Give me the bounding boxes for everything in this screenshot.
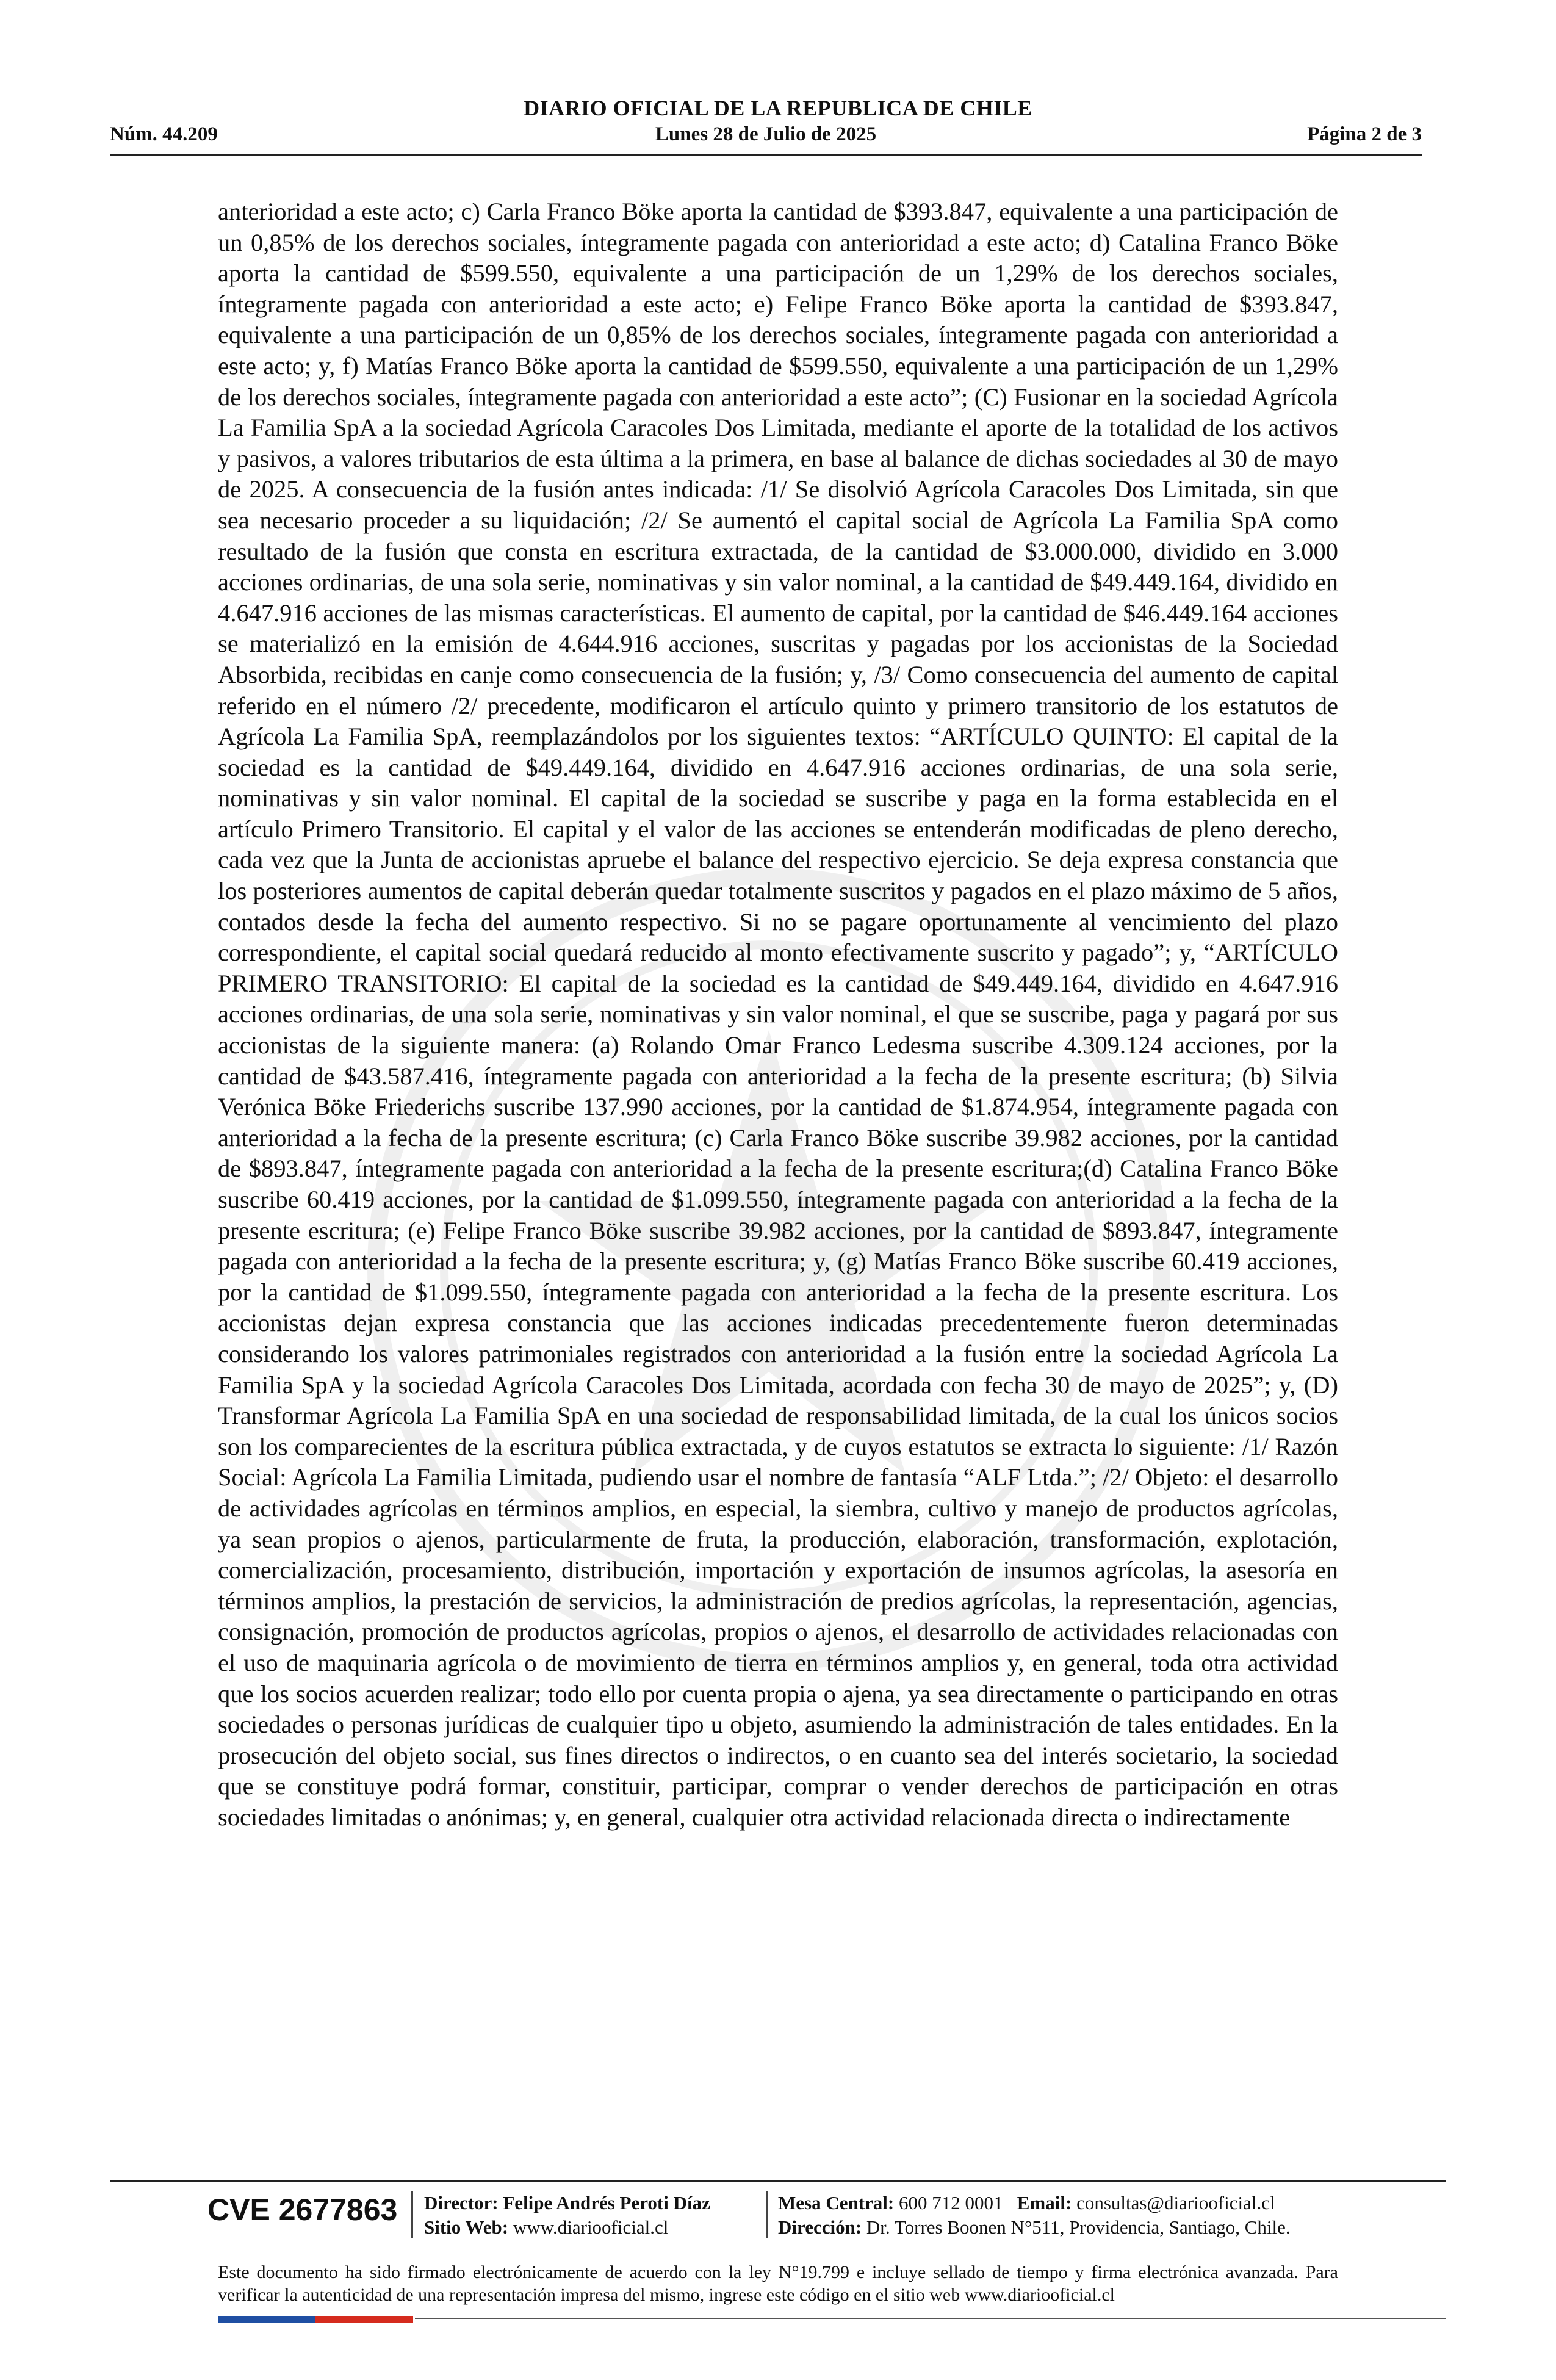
address-text: Dr. Torres Boonen N°511, Providencia, Santiago, Chile. (866, 2216, 1291, 2238)
website-label: Sitio Web: (424, 2216, 509, 2238)
website-link[interactable]: www.diariooficial.cl (513, 2216, 669, 2238)
legal-notice: Este documento ha sido firmado electrónicamente de acuerdo con la ley N°19.799 e incluye sellado de tiempo y firma electrónica avanzada. Para verificar la autenticidad de una representación impresa del mismo, ingrese este código en el sitio web www.diariooficial.cl (218, 2262, 1338, 2305)
phone-label: Mesa Central: (778, 2192, 895, 2213)
body-text: anterioridad a este acto; c) Carla Franco Böke aporta la cantidad de $393.847, equivalente a una participación de un 0,85% de los derechos sociales, íntegramente pagada con anterioridad a este acto; d) Catalina Franco Böke aporta la cantidad de $599.550, equivalente a una participación de un 1,29% de los derechos sociales, íntegramente pagada con anterioridad a este acto; e) Felipe Franco Böke aporta la cantidad de $393.847, equivalente a una participación de un 0,85% de los derechos sociales, íntegramente pagada con anterioridad a este acto; y, f) Matías Franco Böke aporta la cantidad de $599.550, equivalente a una participación de un 1,29% de los derechos sociales, íntegramente pagada con anterioridad a este acto”; (C) Fusionar en la sociedad Agrícola La Familia SpA a la sociedad Agrícola Caracoles Dos Limitada, mediante el aporte de la totalidad de los activos y pasivos, a valores tributarios de esta última a la primera, en base al balance de dichas sociedades al 30 de mayo de 2025. A consecuencia de la fusión antes indicada: /1/ Se disolvió Agrícola Caracoles Dos Limitada, sin que sea necesario proceder a su liquidación; /2/ Se aumentó el capital social de Agrícola La Familia SpA como resultado de la fusión que consta en escritura extractada, de la cantidad de $3.000.000, dividido en 3.000 acciones ordinarias, de una sola serie, nominativas y sin valor nominal, a la cantidad de $49.449.164, dividido en 4.647.916 acciones de las mismas características. El aumento de capital, por la cantidad de $46.449.164 acciones se materializó en la emisión de 4.644.916 acciones, suscritas y pagadas por los accionistas de la Sociedad Absorbida, recibidas en canje como consecuencia de la fusión; y, /3/ Como consecuencia del aumento de capital referido en el número /2/ precedente, modificaron el artículo quinto y primero transitorio de los estatutos de Agrícola La Familia SpA, reemplazándolos por los siguientes textos: “ARTÍCULO QUINTO: El capital de la sociedad es la cantidad de $49.449.164, dividido en 4.647.916 acciones ordinarias, de una sola serie, nominativas y sin valor nominal. El capital de la sociedad se suscribe y paga en la forma establecida en el artículo Primero Transitorio. El capital y el valor de las acciones se entenderán modificadas de pleno derecho, cada vez que la Junta de accionistas apruebe el balance del respectivo ejercicio. Se deja expresa constancia que los posteriores aumentos de capital deberán quedar totalmente suscritos y pagados en el plazo máximo de 5 años, contados desde la fecha del aumento respectivo. Si no se pagare oportunamente al vencimiento del plazo correspondiente, el capital social quedará reducido al monto efectivamente suscrito y pagado”; y, “ARTÍCULO PRIMERO TRANSITORIO: El capital de la sociedad es la cantidad de $49.449.164, dividido en 4.647.916 acciones ordinarias, de una sola serie, nominativas y sin valor nominal, el que se suscribe, paga y pagará por sus accionistas de la siguiente manera: (a) Rolando Omar Franco Ledesma suscribe 4.309.124 acciones, por la cantidad de $43.587.416, íntegramente pagada con anterioridad a la fecha de la presente escritura; (b) Silvia Verónica Böke Friederichs suscribe 137.990 acciones, por la cantidad de $1.874.954, íntegramente pagada con anterioridad a la fecha de la presente escritura; (c) Carla Franco Böke suscribe 39.982 acciones, por la cantidad de $893.847, íntegramente pagada con anterioridad a la fecha de la presente escritura;(d) Catalina Franco Böke suscribe 60.419 acciones, por la cantidad de $1.099.550, íntegramente pagada con anterioridad a la fecha de la presente escritura; (e) Felipe Franco Böke suscribe 39.982 acciones, por la cantidad de $893.847, íntegramente pagada con anterioridad a la fecha de la presente escritura; y, (g) Matías Franco Böke suscribe 60.419 acciones, por la cantidad de $1.099.550, íntegramente pagada con anterioridad a la fecha de la presente escritura. Los accionistas dejan expresa constancia que las acciones indicadas precedentemente fueron determinadas considerando los valores patrimoniales registrados con anterioridad a la fusión entre la sociedad Agrícola La Familia SpA y la sociedad Agrícola Caracoles Dos Limitada, acordada con fecha 30 de mayo de 2025”; y, (D) Transformar Agrícola La Familia SpA en una sociedad de responsabilidad limitada, de la cual los únicos socios son los comparecientes de la escritura pública extractada, y de cuyos estatutos se extracta lo siguiente: /1/ Razón Social: Agrícola La Familia Limitada, pudiendo usar el nombre de fantasía “ALF Ltda.”; /2/ Objeto: el desarrollo de actividades agrícolas en términos amplios, en especial, la siembra, cultivo y manejo de productos agrícolas, ya sean propios o ajenos, particularmente de fruta, la producción, elaboración, transformación, explotación, comercialización, procesamiento, distribución, importación y exportación de insumos agrícolas, la asesoría en términos amplios, la prestación de servicios, la administración de predios agrícolas, la representación, agencias, consignación, promoción de productos agrícolas, propios o ajenos, el desarrollo de actividades relacionadas con el uso de maquinaria agrícola o de movimiento de tierra en términos amplios y, en general, toda otra actividad que los socios acuerden realizar; todo ello por cuenta propia o ajena, ya sea directamente o participando en otras sociedades o personas jurídicas de cualquier tipo u objeto, asumiendo la administración de tales entidades. En la prosecución del objeto social, sus fines directos o indirectos, o en cuanto sea del interés societario, la sociedad que se constituye podrá formar, constituir, participar, comprar o vender derechos de participación en otras sociedades limitadas o anónimas; y, en general, cualquier otra actividad relacionada directa o indirectamente (218, 198, 1338, 1831)
header-row (110, 123, 1422, 150)
website-line (424, 2215, 710, 2240)
bottom-divider (415, 2318, 1446, 2319)
issue-number: Núm. 44.209 (110, 123, 218, 145)
flag-bar-red (315, 2316, 413, 2323)
email-label: Email: (1017, 2192, 1072, 2213)
email-link[interactable]: consultas@diariooficial.cl (1076, 2192, 1275, 2213)
director-name: Felipe Andrés Peroti Díaz (503, 2192, 710, 2213)
footer-separator (411, 2191, 413, 2238)
director-label: Director: (424, 2192, 499, 2213)
address-label: Dirección: (778, 2216, 862, 2238)
footer-contact-block (778, 2191, 1291, 2240)
page-number: Página 2 de 3 (1307, 123, 1422, 145)
issue-date: Lunes 28 de Julio de 2025 (655, 123, 877, 145)
footer-separator (766, 2191, 768, 2238)
flag-bar-blue (218, 2316, 315, 2323)
phone-number: 600 712 0001 (899, 2192, 1003, 2213)
newspaper-title: DIARIO OFICIAL DE LA REPUBLICA DE CHILE (524, 96, 1032, 120)
contact-line (778, 2191, 1291, 2215)
footer-divider (110, 2180, 1446, 2182)
address-line (778, 2215, 1291, 2240)
header-divider (110, 154, 1422, 156)
footer-director-block (424, 2191, 710, 2240)
director-line (424, 2191, 710, 2215)
cve-code: CVE 2677863 (207, 2193, 398, 2227)
